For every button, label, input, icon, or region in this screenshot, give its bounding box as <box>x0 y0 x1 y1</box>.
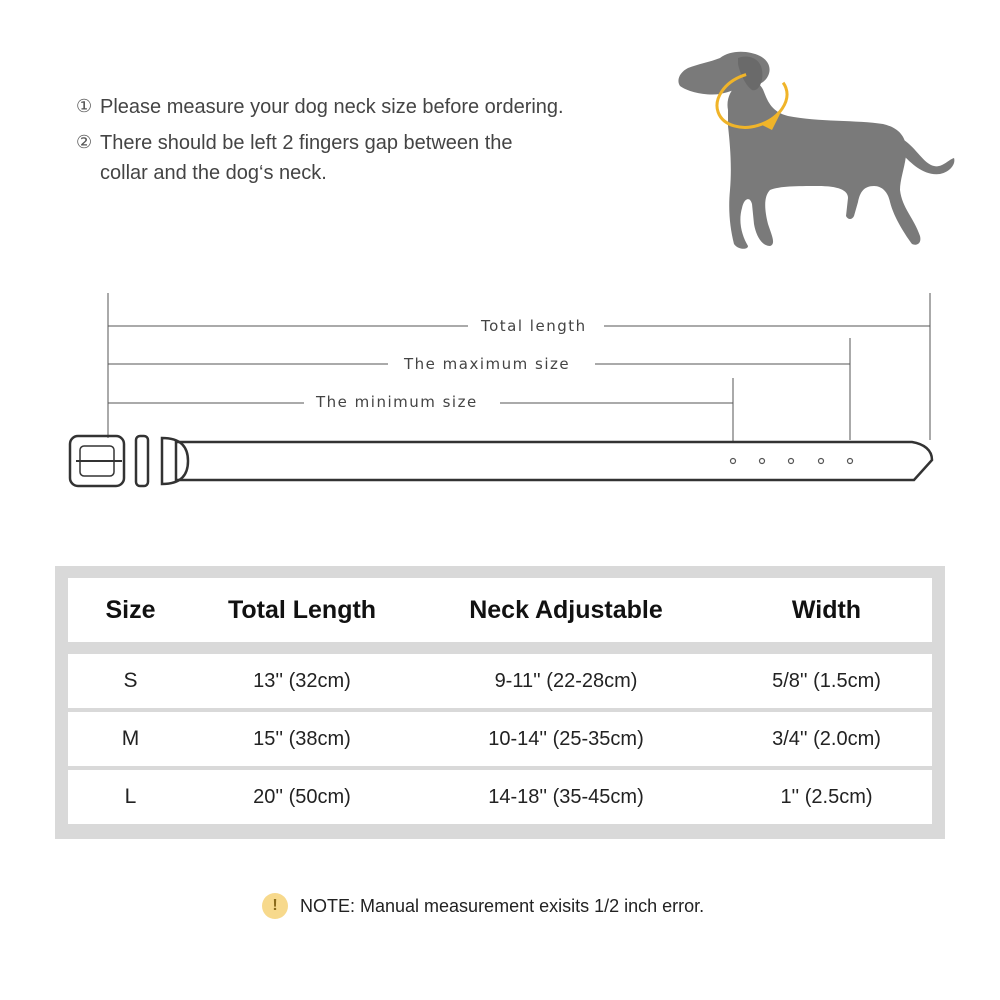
total-length-cell: 20'' (50cm) <box>253 785 351 808</box>
neck-adjustable-cell: 14-18'' (35-45cm) <box>488 785 644 808</box>
instruction-text: collar and the dog‘s neck. <box>100 162 327 184</box>
total-length-cell: 13'' (32cm) <box>253 669 351 692</box>
instructions <box>76 92 564 188</box>
collar-hole <box>731 459 736 464</box>
keeper-loop <box>136 436 148 486</box>
d-ring-icon <box>162 438 188 484</box>
table-row <box>68 712 932 766</box>
total-length-cell: 15'' (38cm) <box>253 727 351 750</box>
instruction-2-continued <box>76 158 564 188</box>
maximum-size-label: The maximum size <box>404 355 571 373</box>
size-cell: S <box>123 669 138 692</box>
table-row <box>68 770 932 824</box>
size-cell: L <box>124 785 137 808</box>
collar-hole <box>848 459 853 464</box>
collar-hole <box>819 459 824 464</box>
neck-adjustable-cell: 10-14'' (25-35cm) <box>488 727 644 750</box>
dog-illustration <box>668 40 958 255</box>
table-header-row <box>68 578 932 642</box>
collar-strap <box>176 442 932 480</box>
instruction-2 <box>76 128 564 158</box>
neck-adjustable-cell: 9-11'' (22-28cm) <box>494 669 638 692</box>
width-cell: 3/4'' (2.0cm) <box>772 727 881 750</box>
collar-hole <box>789 459 794 464</box>
total-length-label: Total length <box>481 317 587 335</box>
buckle-icon <box>70 436 124 486</box>
size-table <box>55 566 945 839</box>
instruction-text: Please measure your dog neck size before ordering. <box>100 96 564 118</box>
size-cell: M <box>121 727 140 750</box>
width-cell: 5/8'' (1.5cm) <box>772 669 881 692</box>
instruction-1 <box>76 92 564 122</box>
note <box>262 893 704 919</box>
instruction-number: ② <box>76 132 93 153</box>
table-row <box>68 654 932 708</box>
header-total-length: Total Length <box>227 595 377 624</box>
instruction-text: There should be left 2 fingers gap between the <box>100 132 513 154</box>
header-size: Size <box>105 595 156 624</box>
minimum-size-label: The minimum size <box>316 393 478 411</box>
header-neck-adjustable: Neck Adjustable <box>469 595 663 624</box>
collar-hole <box>760 459 765 464</box>
width-cell: 1'' (2.5cm) <box>780 785 873 808</box>
note-text: NOTE: Manual measurement exisits 1/2 inch error. <box>300 895 705 916</box>
instruction-number: ① <box>76 96 93 117</box>
header-width: Width <box>791 595 862 624</box>
warning-icon: ! <box>262 893 288 919</box>
